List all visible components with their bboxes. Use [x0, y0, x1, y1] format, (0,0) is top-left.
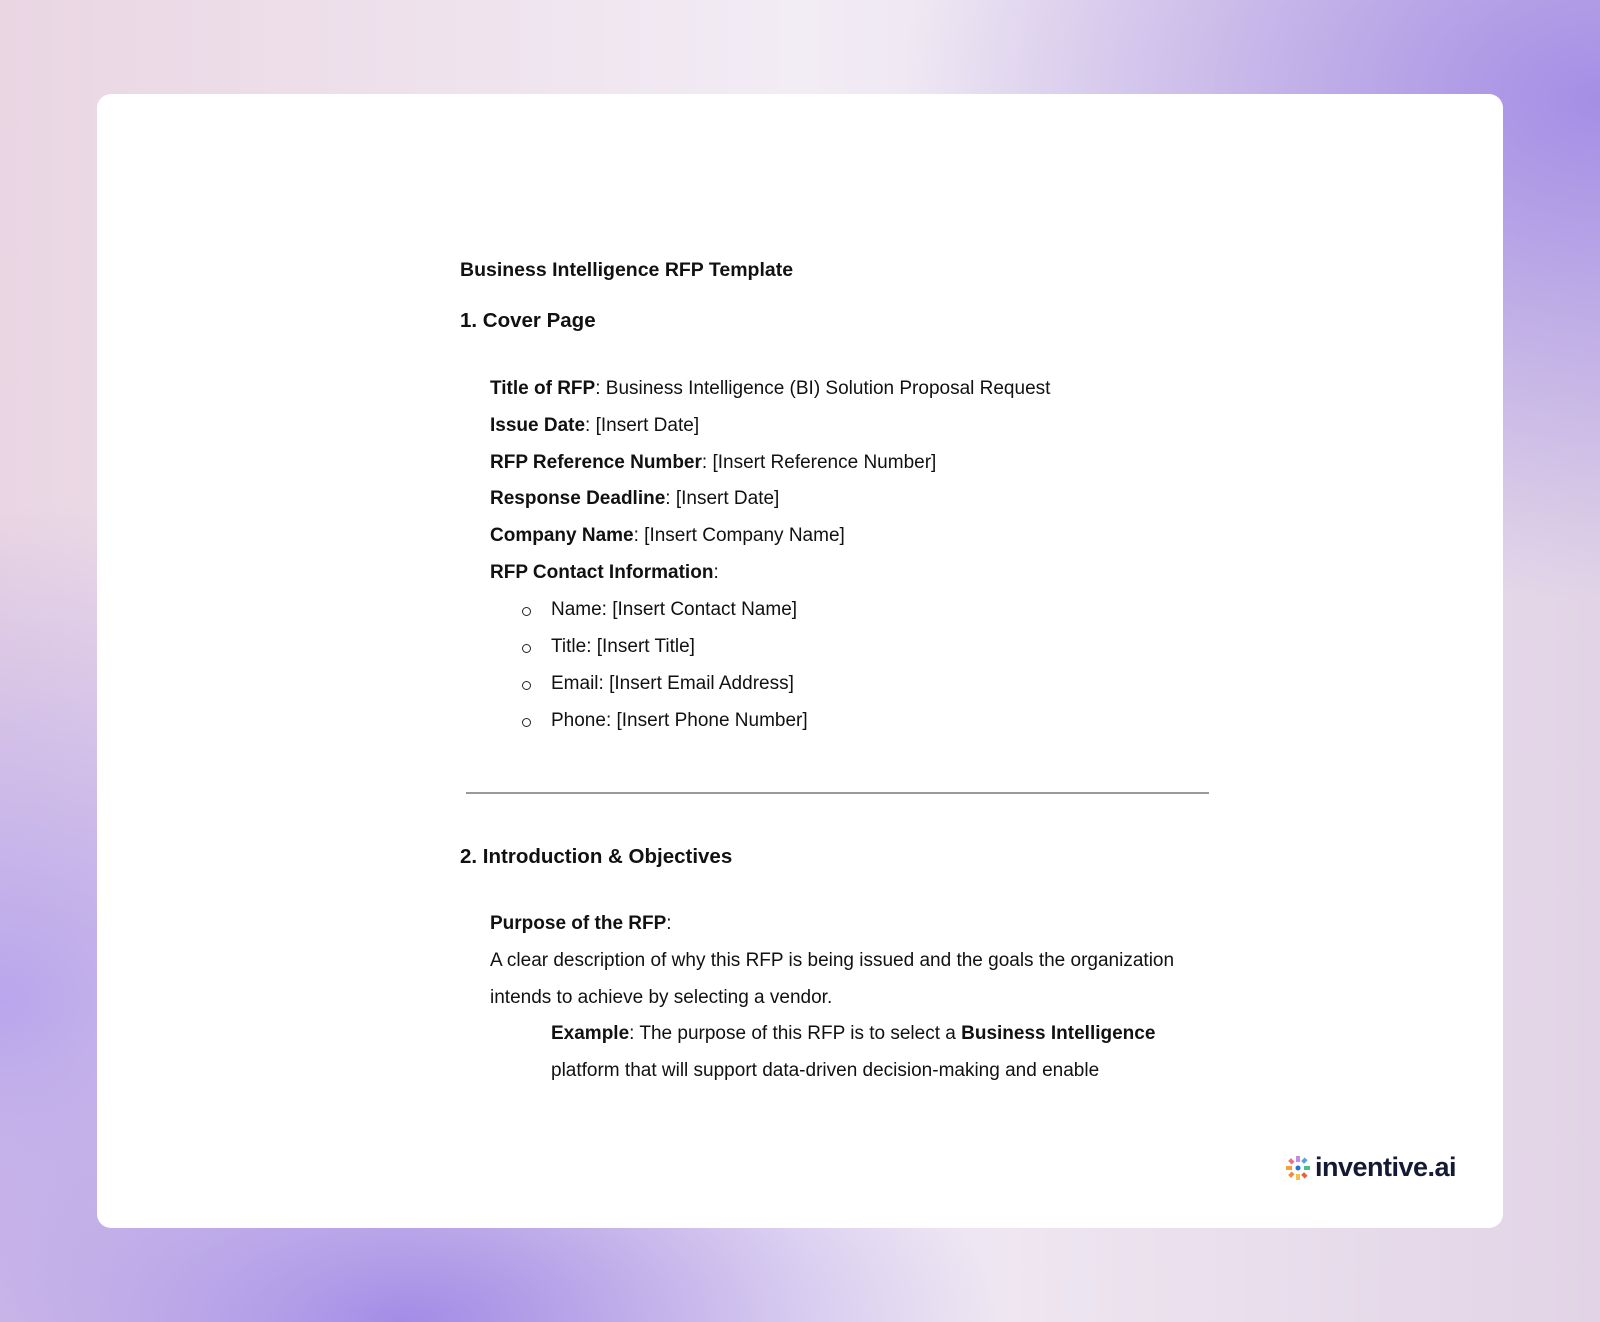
purpose-description-line1: A clear description of why this RFP is being issued and the goals the organization — [490, 950, 1175, 971]
document-title: Business Intelligence RFP Template — [460, 259, 794, 281]
bullet-icon — [522, 681, 531, 690]
inventive-logo-text: inventive.ai — [1315, 1152, 1457, 1182]
bullet-icon — [522, 718, 531, 727]
contact-title: Title: [Insert Title] — [551, 636, 695, 657]
field-contact-info: RFP Contact Information: — [490, 562, 719, 583]
field-issue-date: Issue Date: [Insert Date] — [490, 415, 700, 436]
field-title-of-rfp: Title of RFP: Business Intelligence (BI) Solution Proposal Request — [490, 378, 1051, 399]
inventive-logo-icon — [1285, 1155, 1311, 1181]
contact-email: Email: [Insert Email Address] — [551, 673, 794, 694]
contact-phone: Phone: [Insert Phone Number] — [551, 710, 808, 731]
purpose-description-line2: intends to achieve by selecting a vendor. — [490, 987, 833, 1008]
bullet-icon — [522, 644, 531, 653]
bullet-icon — [522, 607, 531, 616]
section-heading-introduction: 2. Introduction & Objectives — [460, 845, 733, 868]
field-company-name: Company Name: [Insert Company Name] — [490, 525, 845, 546]
field-reference-number: RFP Reference Number: [Insert Reference Number] — [490, 452, 937, 473]
inventive-logo — [1285, 1152, 1456, 1183]
example-line2: platform that will support data-driven decision-making and enable — [551, 1060, 1100, 1081]
contact-name: Name: [Insert Contact Name] — [551, 599, 798, 620]
section-heading-cover-page: 1. Cover Page — [460, 309, 596, 332]
field-response-deadline: Response Deadline: [Insert Date] — [490, 488, 780, 509]
purpose-label: Purpose of the RFP: — [490, 913, 672, 934]
example-line1: Example: The purpose of this RFP is to select a Business Intelligence — [551, 1023, 1156, 1044]
horizontal-divider — [466, 792, 1209, 794]
document-card — [97, 94, 1503, 1228]
